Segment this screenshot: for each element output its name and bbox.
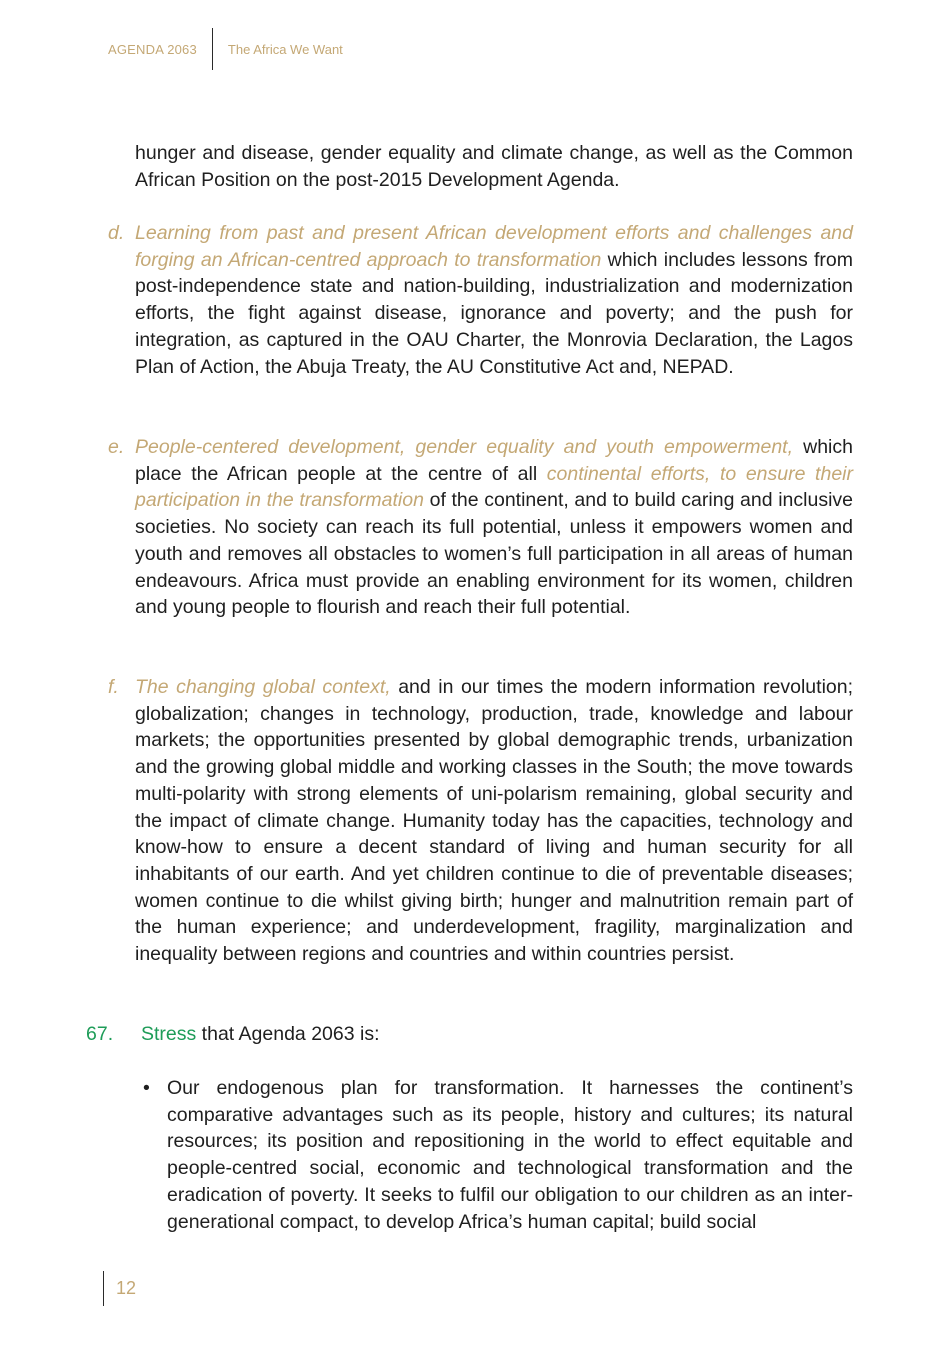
item-f-body: and in our times the modern information revolution; globalization; changes in technology, production, trade, knowledge and labour markets; the opportunities presented by global demographic trends, urbanization and the growing global middle and working classes in the South; the move towards multi-polarity with strong elements of uni-polarism remaining, global security and the impact of climate change. Humanity today has the capacities, technology and know-how to ensure a decent standard of living and human security for all inhabitants of our earth. And yet children continue to die of preventable diseases; women continue to die whilst giving birth; hunger and malnutrition remain part of the human experience; and underdevelopment, fragility, marginalization and inequality between regions and countries and within countries persist. [135, 676, 854, 966]
item-e-lead2: continental efforts, to ensure their participation in the transformation [135, 462, 853, 512]
paragraph-67 [86, 1021, 853, 1048]
item-d-lead: Learning from past and present African development efforts and challenges and forging an African-centred approach to transformation [135, 222, 853, 271]
bullet-icon: • [143, 1077, 150, 1099]
continuation-text: hunger and disease, gender equality and climate change, as well as the Common African Position on the post-2015 Development Agenda. [135, 142, 853, 191]
continuation-paragraph [135, 140, 853, 193]
list-item-d [108, 220, 853, 380]
paragraph-67-text: that Agenda 2063 is: [196, 1023, 380, 1045]
item-e-lead: People-centered development, gender equality and youth empowerment, [135, 436, 794, 458]
item-e-body: of the continent, and to build caring and inclusive societies. No society can reach its full potential, unless it empowers women and youth and removes all obstacles to women’s full participation in all areas of human endeavours. Africa must provide an enabling environment for its women, children and young people to flourish and reach their full potential. [135, 489, 853, 619]
item-letter-f: f. [108, 676, 119, 698]
footer-divider [103, 1271, 104, 1306]
running-header [108, 28, 343, 70]
bullet-item [143, 1075, 853, 1235]
item-letter-e: e. [108, 436, 125, 458]
item-d-text [135, 220, 853, 380]
list-item-f [108, 674, 853, 968]
header-document-title: AGENDA 2063 [108, 41, 197, 57]
page-footer [103, 1271, 136, 1306]
item-f-text [135, 674, 853, 968]
item-d-body: which includes lessons from post-independence state and nation-building, industrialization and modernization efforts, the fight against disease, ignorance and poverty; and the push for integration, as captured in the OAU Charter, the Monrovia Declaration, the Lagos Plan of Action, the Abuja Treaty, the AU Constitutive Act and, NEPAD. [135, 248, 853, 378]
list-item-e [108, 434, 853, 621]
item-letter-d: d. [108, 222, 125, 244]
page-number: 12 [116, 1278, 137, 1298]
item-e-mid: which place the African people at the centre of all [135, 436, 853, 485]
item-f-lead: The changing global context, [135, 676, 391, 698]
bullet-text: Our endogenous plan for transformation. It harnesses the continent’s comparative advantages such as its people, history and cultures; its natural resources; its position and repositioning in the world to effect equitable and people-centred social, economic and technological transformation and the eradication of poverty. It seeks to fulfil our obligation to our children as an inter-generational compact, to develop Africa’s human capital; build social [167, 1077, 853, 1233]
paragraph-keyword: Stress [141, 1023, 197, 1045]
paragraph-number: 67. [86, 1023, 114, 1045]
item-e-text [135, 434, 853, 621]
header-subtitle: The Africa We Want [227, 41, 343, 57]
